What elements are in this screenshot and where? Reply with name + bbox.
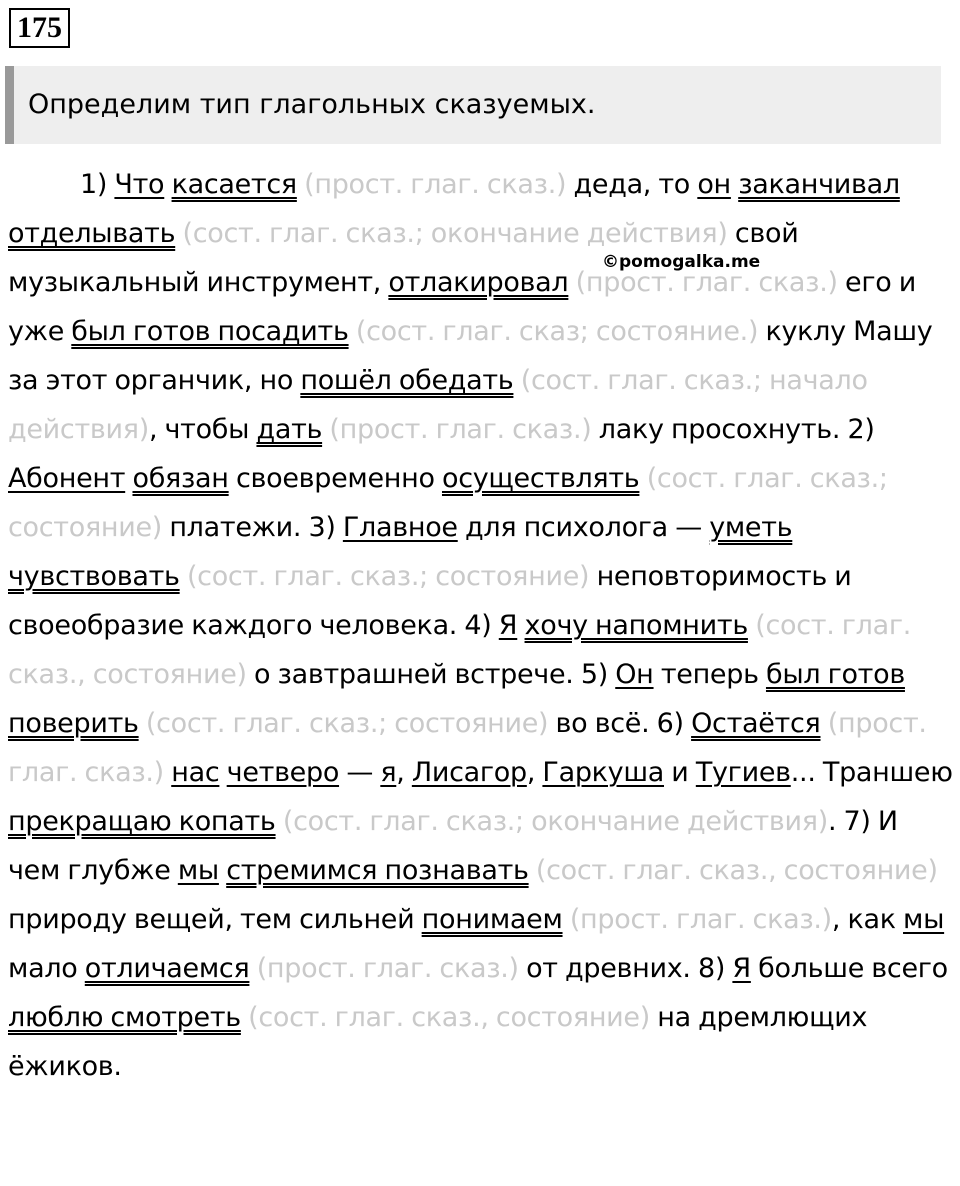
text-segment: 1)	[80, 169, 115, 200]
subject-underline: Абонент	[8, 463, 126, 494]
predicate-double-underline: Остаётся	[691, 708, 821, 739]
subject-underline: Что	[114, 169, 165, 200]
text-segment: —	[339, 757, 381, 788]
subject-underline: я	[380, 757, 397, 788]
predicate-type-note: (прост. глаг. сказ.)	[296, 169, 567, 200]
predicate-double-underline: отлакировал	[388, 267, 569, 298]
predicate-type-note: (прост. глаг. сказ.)	[568, 267, 838, 298]
predicate-type-note: (сост. глаг. сказ.; состояние)	[8, 463, 888, 543]
text-segment: от древних. 8)	[518, 953, 733, 984]
predicate-type-note: (сост. глаг. сказ., состояние)	[240, 1002, 650, 1033]
predicate-type-note: (сост. глаг. сказ.; начало действия)	[8, 365, 868, 445]
predicate-double-underline: дать	[256, 414, 323, 445]
text-segment: во всё. 6)	[548, 708, 692, 739]
text-segment: ,	[396, 757, 412, 788]
subject-underline: Я	[732, 953, 751, 984]
text-segment: и	[664, 757, 696, 788]
intro-text: Определим тип глагольных сказуемых.	[28, 89, 596, 120]
predicate-double-underline: пошёл обедать	[300, 365, 514, 396]
text-segment: ... Траншею	[790, 757, 953, 788]
predicate-double-underline: отличаемся	[84, 953, 250, 984]
text-segment: куклу Машу за этот органчик, но	[8, 316, 933, 396]
subject-underline: мы	[903, 904, 945, 935]
text-segment: для психолога —	[457, 512, 710, 543]
predicate-double-underline: касается	[171, 169, 297, 200]
text-segment: платежи. 3)	[162, 512, 343, 543]
text-segment: неповторимость и своеобразие каждого человека. 4)	[8, 561, 852, 641]
predicate-double-underline: стремимся познавать	[226, 855, 529, 886]
subject-underline: Лисагор	[411, 757, 527, 788]
subject-underline: четверо	[226, 757, 340, 788]
text-segment: теперь	[653, 659, 766, 690]
predicate-type-note: (прост. глаг. сказ.)	[322, 414, 592, 445]
text-segment	[517, 610, 524, 641]
predicate-double-underline: прекращаю копать	[8, 806, 276, 837]
predicate-type-note: (сост. глаг. сказ.; окончание действия)	[175, 218, 728, 249]
text-segment: мало	[8, 953, 85, 984]
subject-underline: Тугиев	[695, 757, 791, 788]
predicate-type-note: (сост. глаг. сказ; состояние.)	[348, 316, 759, 347]
predicate-type-note: (сост. глаг. сказ., состояние)	[8, 610, 912, 690]
intro-banner	[5, 66, 941, 144]
predicate-double-underline: понимаем	[421, 904, 563, 935]
text-segment	[164, 169, 171, 200]
predicate-type-note: (сост. глаг. сказ.; состояние)	[179, 561, 590, 592]
subject-underline: мы	[177, 855, 219, 886]
predicate-double-underline: уметь чувствовать	[8, 512, 793, 592]
text-segment	[219, 757, 226, 788]
exercise-number: 175	[9, 8, 70, 48]
predicate-type-note: (прост. глаг. сказ.)	[249, 953, 519, 984]
answer-text	[8, 160, 956, 1091]
subject-underline: нас	[171, 757, 220, 788]
predicate-type-note: (прост. глаг. сказ.)	[562, 904, 832, 935]
predicate-type-note: (сост. глаг. сказ.; состояние)	[138, 708, 549, 739]
text-segment: , чтобы	[148, 414, 257, 445]
predicate-type-note: (сост. глаг. сказ., состояние)	[528, 855, 938, 886]
predicate-double-underline: обязан	[132, 463, 229, 494]
predicate-double-underline: был готов посадить	[71, 316, 349, 347]
subject-underline: он	[697, 169, 731, 200]
predicate-type-note: (сост. глаг. сказ.; окончание действия)	[275, 806, 828, 837]
text-segment: , как	[831, 904, 904, 935]
predicate-double-underline: заканчивал отделывать	[8, 169, 900, 249]
subject-underline: Гаркуша	[542, 757, 664, 788]
predicate-double-underline: осуществлять	[441, 463, 640, 494]
text-segment: его и уже	[8, 267, 916, 347]
text-segment: лаку просохнуть. 2)	[591, 414, 875, 445]
text-segment: на дремлющих ёжиков.	[8, 1002, 868, 1082]
text-segment: своевременно	[228, 463, 442, 494]
text-segment: ,	[526, 757, 543, 788]
predicate-double-underline: был готов поверить	[8, 659, 905, 739]
predicate-type-note: (прост. глаг. сказ.)	[8, 708, 927, 788]
predicate-double-underline: люблю смотреть	[8, 1002, 241, 1033]
text-segment: природу вещей, тем сильней	[8, 904, 422, 935]
subject-underline: Он	[615, 659, 654, 690]
text-segment: . 7) И чем глубже	[8, 806, 898, 886]
text-segment: больше всего	[750, 953, 948, 984]
subject-underline: Главное	[342, 512, 458, 543]
answer-paragraph	[8, 160, 956, 1091]
text-segment: деда, то	[566, 169, 698, 200]
subject-underline: Я	[498, 610, 518, 641]
watermark: ©pomogalka.me	[602, 252, 761, 272]
text-segment: свой музыкальный инструмент,	[8, 218, 799, 298]
text-segment: о завтрашней встрече. 5)	[246, 659, 616, 690]
predicate-double-underline: хочу напомнить	[524, 610, 748, 641]
